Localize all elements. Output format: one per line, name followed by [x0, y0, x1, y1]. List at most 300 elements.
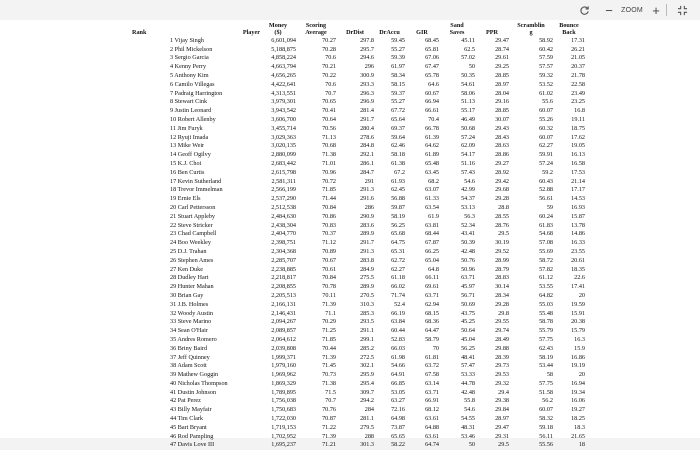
table-cell: 59.37	[391, 89, 405, 97]
player-cell: 28 Dudley Hart	[170, 274, 209, 282]
table-cell: 290.9	[360, 212, 374, 220]
column-header-bottom: Back	[562, 29, 576, 37]
table-cell	[132, 371, 170, 380]
table-cell: 20.37	[571, 63, 585, 71]
table-cell: 1,789,895	[271, 388, 296, 396]
table-cell: 29.42	[495, 177, 509, 185]
table-cell	[132, 72, 170, 81]
player-cell: 6 Camilo Villegas	[170, 80, 215, 88]
player-cell: 11 Jim Furyk	[170, 124, 203, 132]
table-cell: 56.25	[391, 221, 405, 229]
table-cell: 29.31	[495, 432, 509, 440]
table-row	[132, 239, 585, 248]
table-cell	[132, 90, 170, 99]
table-cell: 29.38	[495, 397, 509, 405]
table-cell: 56.71	[461, 291, 475, 299]
table-cell: 3,029,363	[271, 133, 296, 141]
column-header-bottom: Saves	[449, 29, 465, 37]
table-cell: 62.5	[464, 45, 475, 53]
table-cell: 50	[468, 63, 475, 71]
table-cell: 64.47	[425, 327, 439, 335]
table-cell	[132, 248, 170, 257]
table-cell	[132, 169, 170, 178]
table-cell	[132, 239, 170, 248]
player-cell: 17 Kevin Sutherland	[170, 177, 222, 185]
table-cell: 65.48	[425, 159, 439, 167]
table-cell: 60.32	[539, 124, 553, 132]
table-cell	[132, 107, 170, 116]
table-cell: 2,218,817	[271, 274, 296, 282]
table-cell: 62.94	[425, 300, 439, 308]
table-cell: 69.61	[425, 283, 439, 291]
table-cell: 54.17	[461, 151, 475, 159]
table-cell: 42.48	[461, 388, 475, 396]
table-cell: 14.53	[571, 195, 585, 203]
table-cell: 4,422,641	[271, 80, 296, 88]
table-cell: 57.75	[539, 335, 553, 343]
table-cell: 29.55	[495, 318, 509, 326]
table-cell: 62.46	[391, 142, 405, 150]
table-cell	[132, 54, 170, 63]
column-header	[374, 22, 405, 37]
table-row	[132, 63, 585, 72]
table-cell: 71.38	[322, 379, 336, 387]
table-cell	[132, 266, 170, 275]
table-cell: 300.9	[360, 72, 374, 79]
table-cell: 58.19	[391, 212, 405, 220]
table-cell	[132, 204, 170, 213]
table-cell: 51.58	[539, 388, 553, 396]
table-cell: 16.86	[571, 353, 585, 361]
table-cell: 29.32	[495, 379, 509, 387]
table-cell: 2,146,431	[271, 309, 296, 317]
table-cell: 55.03	[539, 300, 553, 308]
table-cell: 71.39	[322, 300, 336, 308]
table-cell: 44.78	[461, 379, 475, 387]
player-cell: 26 Stephen Ames	[170, 256, 214, 264]
table-cell: 61.97	[391, 63, 405, 71]
table-cell: 61.83	[539, 221, 553, 229]
table-cell	[132, 195, 170, 204]
table-row	[132, 406, 585, 415]
table-cell: 281.1	[360, 415, 374, 423]
table-cell: 66.11	[425, 274, 439, 282]
table-cell: 28.55	[495, 212, 509, 220]
table-row	[132, 301, 585, 310]
table-cell: 1,702,952	[271, 432, 296, 440]
table-cell: 65.78	[425, 72, 439, 79]
table-cell: 16.3	[574, 335, 585, 343]
table-cell: 70.86	[322, 212, 336, 220]
table-cell: 65.31	[391, 247, 405, 255]
table-cell: 50	[468, 441, 475, 449]
table-cell: 30.19	[495, 239, 509, 247]
table-cell: 1,722,030	[271, 415, 296, 423]
table-cell: 66.61	[425, 107, 439, 115]
table-cell: 68.15	[425, 309, 439, 317]
table-cell: 62.27	[539, 142, 553, 150]
table-cell: 1,969,962	[271, 371, 296, 379]
table-row	[132, 134, 585, 143]
table-cell: 19.34	[571, 388, 585, 396]
table-cell: 63.84	[391, 318, 405, 326]
table-cell	[132, 81, 170, 90]
table-cell: 1,719,153	[271, 423, 296, 431]
table-cell: 1,750,683	[271, 406, 296, 414]
table-cell: 52.88	[539, 186, 553, 194]
table-cell: 56.25	[461, 344, 475, 352]
table-cell	[132, 116, 170, 125]
table-row	[132, 186, 585, 195]
table-row	[132, 266, 585, 275]
table-cell: 56.3	[464, 212, 475, 220]
table-cell: 29.47	[495, 423, 509, 431]
column-header-top: Scramblin	[517, 22, 545, 29]
table-cell: 68.45	[425, 36, 439, 44]
table-cell: 285.3	[360, 309, 374, 317]
table-cell: 58.18	[391, 151, 405, 159]
table-cell: 29.16	[495, 98, 509, 106]
table-cell: 64.6	[428, 80, 439, 88]
table-cell: 70.61	[322, 265, 336, 273]
table-cell: 2,094,267	[271, 318, 296, 326]
table-cell: 64.98	[391, 415, 405, 423]
table-cell: 71.21	[322, 441, 336, 449]
table-cell: 2,683,442	[271, 159, 296, 167]
table-cell: 21.05	[571, 54, 585, 62]
column-header-top: Money	[268, 22, 288, 29]
table-cell: 2,566,199	[271, 186, 296, 194]
table-cell: 70.22	[322, 72, 336, 79]
table-row	[132, 37, 585, 46]
table-row	[132, 441, 585, 450]
table-cell	[132, 63, 170, 72]
table-cell: 52.4	[394, 300, 405, 308]
table-cell: 28.8	[498, 203, 509, 211]
table-cell: 58.06	[461, 89, 475, 97]
player-cell: 22 Steve Stricker	[170, 221, 213, 229]
player-cell: 40 Nicholas Thompson	[170, 379, 228, 387]
table-cell: 1,979,160	[271, 362, 296, 370]
table-cell: 62.43	[539, 344, 553, 352]
table-cell: 66.78	[425, 124, 439, 132]
table-cell: 63.71	[461, 274, 475, 282]
player-cell: 1 Vijay Singh	[170, 36, 204, 44]
table-cell	[132, 230, 170, 239]
table-cell: 58	[546, 371, 553, 379]
table-cell: 301.3	[360, 441, 374, 449]
table-cell: 66.25	[425, 247, 439, 255]
table-cell: 28.97	[495, 415, 509, 423]
table-cell: 14.86	[571, 230, 585, 238]
table-row	[132, 230, 585, 239]
table-cell: 71.13	[322, 133, 336, 141]
table-cell: 29.61	[495, 54, 509, 62]
table-cell: 21.78	[571, 72, 585, 79]
table-cell	[132, 160, 170, 169]
table-cell: 56.11	[539, 432, 553, 440]
player-cell: 44 Tim Clark	[170, 415, 204, 423]
table-cell: 2,089,857	[271, 327, 296, 335]
table-cell: 54.66	[391, 362, 405, 370]
table-cell: 65.04	[425, 256, 439, 264]
table-cell: 23.25	[571, 98, 585, 106]
table-cell: 19.27	[571, 406, 585, 414]
table-cell: 28.92	[495, 168, 509, 176]
table-cell: 2,398,751	[271, 239, 296, 247]
table-cell: 68.12	[425, 406, 439, 414]
table-cell: 17.62	[571, 133, 585, 141]
table-cell: 13.78	[571, 221, 585, 229]
table-cell: 67.72	[391, 107, 405, 115]
table-cell: 53.13	[461, 203, 475, 211]
table-cell: 309.7	[360, 388, 374, 396]
table-cell: 70.11	[322, 291, 336, 299]
table-cell: 292.1	[360, 151, 374, 159]
table-cell: 18.3	[574, 423, 585, 431]
table-row	[132, 178, 585, 187]
table-cell: 2,304,368	[271, 247, 296, 255]
table-cell: 45.97	[461, 283, 475, 291]
table-cell	[132, 327, 170, 336]
table-cell: 57.02	[461, 54, 475, 62]
table-cell: 20	[578, 291, 585, 299]
column-header	[296, 22, 336, 37]
table-cell: 70.67	[322, 256, 336, 264]
table-cell: 54.68	[539, 230, 553, 238]
table-cell: 28.74	[495, 45, 509, 53]
table-cell: 3,020,135	[271, 142, 296, 150]
table-cell: 55.17	[461, 107, 475, 115]
table-row	[132, 362, 585, 371]
table-cell: 63.45	[425, 168, 439, 176]
table-cell: 63.71	[425, 291, 439, 299]
table-cell: 3,455,714	[271, 124, 296, 132]
table-cell: 59.32	[539, 72, 553, 79]
table-cell: 54.55	[461, 415, 475, 423]
table-row	[132, 46, 585, 55]
table-row	[132, 72, 585, 81]
table-cell: 16.8	[574, 107, 585, 115]
table-cell: 61.39	[425, 133, 439, 141]
table-row	[132, 424, 585, 433]
column-header	[439, 22, 475, 37]
table-cell: 59.18	[539, 423, 553, 431]
table-cell: 23.49	[571, 89, 585, 97]
table-cell: 15.87	[571, 212, 585, 220]
player-cell: 41 Dustin Johnson	[170, 388, 217, 396]
table-cell: 294.2	[360, 397, 374, 405]
table-cell: 63.27	[391, 397, 405, 405]
table-cell: 57.24	[461, 133, 475, 141]
table-cell: 15.9	[574, 344, 585, 352]
table-cell: 4,313,551	[271, 89, 296, 97]
table-cell: 70.78	[322, 283, 336, 291]
table-cell: 46.49	[461, 115, 475, 123]
table-cell: 16.06	[571, 397, 585, 405]
table-cell	[132, 415, 170, 424]
table-cell: 2,537,290	[271, 195, 296, 203]
table-cell: 60.42	[539, 45, 553, 53]
table-cell: 58.78	[539, 318, 553, 326]
table-cell: 70.28	[322, 45, 336, 53]
table-cell: 70.21	[322, 63, 336, 71]
table-cell	[132, 433, 170, 442]
table-cell: 70.87	[322, 415, 336, 423]
table-cell	[132, 406, 170, 415]
table-cell: 283.8	[360, 256, 374, 264]
table-cell: 3,943,542	[271, 107, 296, 115]
table-row	[132, 433, 585, 442]
table-cell	[132, 380, 170, 389]
table-cell: 2,064,612	[271, 335, 296, 343]
table-cell: 29.4	[498, 388, 509, 396]
table-cell: 28.49	[495, 335, 509, 343]
table-cell: 42.48	[461, 247, 475, 255]
table-cell	[132, 318, 170, 327]
player-cell: 36 Briny Baird	[170, 344, 208, 352]
table-cell: 70.83	[322, 221, 336, 229]
table-cell: 61.89	[425, 151, 439, 159]
table-cell: 26.21	[571, 45, 585, 53]
table-cell: 291.7	[360, 115, 374, 123]
table-cell: 18.35	[571, 265, 585, 273]
player-cell: 3 Sergio Garcia	[170, 54, 209, 62]
table-cell: 58.72	[539, 256, 553, 264]
table-cell	[132, 125, 170, 134]
table-cell: 70.64	[322, 115, 336, 123]
table-cell: 45.04	[461, 335, 475, 343]
table-cell: 54.6	[464, 177, 475, 185]
table-cell	[132, 222, 170, 231]
table-cell	[132, 345, 170, 354]
player-cell: 29 Hunter Mahan	[170, 283, 214, 291]
table-cell: 4,663,794	[271, 63, 296, 71]
table-cell: 29.88	[495, 344, 509, 352]
table-cell: 58.19	[539, 353, 553, 361]
table-cell: 55.79	[539, 327, 553, 335]
table-cell: 279.5	[360, 423, 374, 431]
table-cell: 70.37	[322, 230, 336, 238]
player-cell: 45 Bart Bryant	[170, 423, 207, 431]
table-cell: 59.39	[391, 54, 405, 62]
zoom-out-button[interactable]: −	[605, 2, 613, 18]
table-cell	[132, 389, 170, 398]
player-cell: 25 D.J. Trahan	[170, 247, 207, 255]
player-cell: 34 Sean O'Hair	[170, 327, 208, 335]
table-cell: 4,656,265	[271, 72, 296, 79]
table-cell: 20.61	[571, 256, 585, 264]
table-cell: 291	[364, 177, 374, 185]
table-cell: 71.85	[322, 335, 336, 343]
exit-fullscreen-icon[interactable]	[672, 2, 692, 18]
table-cell: 71.39	[322, 432, 336, 440]
table-cell: 19.59	[571, 300, 585, 308]
table-cell: 71.44	[322, 195, 336, 203]
table-cell: 70.41	[322, 107, 336, 115]
table-cell: 19.11	[571, 115, 585, 123]
player-cell: 24 Boo Weekley	[170, 239, 211, 247]
table-cell: 285.2	[360, 344, 374, 352]
table-cell: 28.79	[495, 265, 509, 273]
table-row	[132, 107, 585, 116]
zoom-in-button[interactable]: +	[652, 2, 660, 18]
table-cell: 58.79	[425, 335, 439, 343]
column-header-bottom: DrAccu	[379, 29, 400, 37]
table-cell: 2,238,885	[271, 265, 296, 273]
table-cell: 60.67	[425, 89, 439, 97]
table-row	[132, 90, 585, 99]
table-cell: 280.4	[360, 124, 374, 132]
table-cell	[132, 362, 170, 371]
table-row	[132, 292, 585, 301]
table-cell: 70.56	[322, 124, 336, 132]
column-header	[475, 22, 509, 37]
table-row	[132, 389, 585, 398]
table-cell: 19.05	[571, 142, 585, 150]
refresh-icon[interactable]	[575, 2, 593, 18]
table-cell: 53.46	[461, 432, 475, 440]
table-cell	[132, 274, 170, 283]
table-cell: 62.27	[391, 265, 405, 273]
table-cell: 2,039,808	[271, 344, 296, 352]
table-cell: 2,438,304	[271, 221, 296, 229]
table-cell: 295.9	[360, 371, 374, 379]
table-cell: 50.35	[461, 72, 475, 79]
table-cell: 54.37	[461, 195, 475, 203]
table-cell: 70.76	[322, 406, 336, 414]
table-cell: 22.58	[571, 80, 585, 88]
table-cell: 55.69	[539, 247, 553, 255]
column-header-bottom: ($)	[274, 29, 282, 37]
table-cell: 65.81	[425, 45, 439, 53]
table-cell: 64.75	[391, 239, 405, 247]
table-cell: 2,205,513	[271, 291, 296, 299]
column-header	[509, 22, 553, 37]
table-cell	[132, 134, 170, 143]
table-cell	[132, 98, 170, 107]
table-cell: 70.84	[322, 203, 336, 211]
column-header-bottom: PPR	[485, 29, 499, 37]
table-cell: 61.81	[425, 353, 439, 361]
table-cell: 272.5	[360, 353, 374, 361]
table-cell: 66.94	[425, 98, 439, 106]
table-row	[132, 354, 585, 363]
table-cell: 28.85	[495, 107, 509, 115]
table-cell: 57.08	[539, 239, 553, 247]
table-row	[132, 160, 585, 169]
table-cell: 66.19	[391, 309, 405, 317]
table-cell: 71.74	[391, 291, 405, 299]
table-cell: 28.43	[495, 133, 509, 141]
table-row	[132, 327, 585, 336]
table-cell: 63.61	[425, 415, 439, 423]
table-cell: 71.5	[325, 388, 336, 396]
table-cell: 270.5	[360, 291, 374, 299]
table-cell: 22.6	[574, 274, 585, 282]
column-header-bottom: DrDist	[346, 29, 364, 37]
table-cell: 28.97	[495, 80, 509, 88]
table-cell: 57.82	[539, 265, 553, 273]
table-cell: 57.57	[539, 63, 553, 71]
player-cell: 37 Jeff Quinney	[170, 353, 210, 361]
table-cell	[132, 336, 170, 345]
table-cell: 59.91	[539, 151, 553, 159]
table-cell: 66.85	[391, 379, 405, 387]
player-cell: 32 Woody Austin	[170, 309, 214, 317]
table-cell: 71.85	[322, 186, 336, 194]
table-cell: 70.72	[322, 177, 336, 185]
